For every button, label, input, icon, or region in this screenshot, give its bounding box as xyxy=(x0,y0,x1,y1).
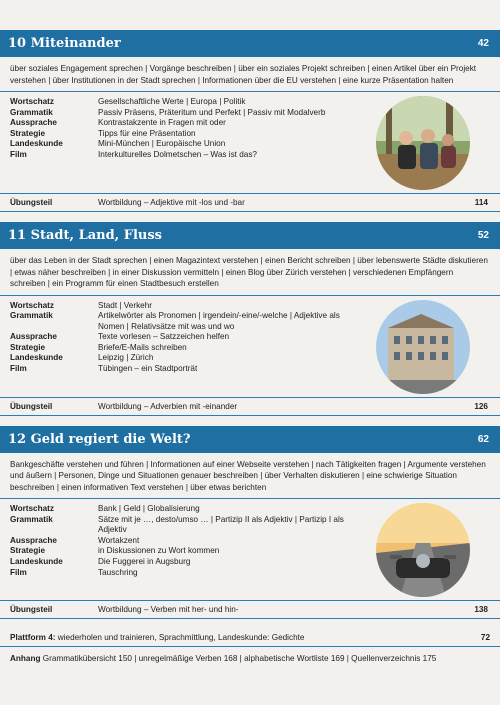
exercise-label: Übungsteil xyxy=(10,605,53,614)
row-label: Strategie xyxy=(10,546,46,556)
row-value: Tipps für eine Präsentation xyxy=(98,128,196,138)
row-label: Film xyxy=(10,149,27,159)
plattform-page: 72 xyxy=(480,633,490,642)
row-value: Tübingen – ein Stadtporträt xyxy=(98,364,198,374)
exercise-page: 126 xyxy=(474,401,488,411)
chapter-page-number: 52 xyxy=(477,230,489,241)
row-value: Mini-München | Europäische Union xyxy=(98,139,226,149)
row-label: Grammatik xyxy=(10,311,53,321)
row-label: Wortschatz xyxy=(10,300,54,310)
row-value: Wortakzent xyxy=(98,535,140,545)
row-label: Strategie xyxy=(10,128,46,138)
anhang-label: Anhang xyxy=(10,654,41,663)
anhang-entry xyxy=(0,647,500,665)
row-label: Grammatik xyxy=(10,107,53,117)
chapter-page-number: 42 xyxy=(477,38,489,49)
chapter-header xyxy=(0,222,500,249)
exercise-value: Wortbildung – Adjektive mit -los und -bar xyxy=(98,198,245,207)
row-label: Grammatik xyxy=(10,514,53,524)
chapter-title: 12 Geld regiert die Welt? xyxy=(8,431,191,447)
row-value: Sätze mit je …, desto/umso … | Partizip II als Adjektiv | Partizip I als Adjektiv xyxy=(98,514,344,535)
row-value: Tauschring xyxy=(98,567,138,577)
row-label: Landeskunde xyxy=(10,139,63,149)
chapter-details xyxy=(0,296,500,397)
row-label: Aussprache xyxy=(10,535,57,545)
row-value: Briefe/E-Mails schreiben xyxy=(98,342,187,352)
plattform-text: wiederholen und trainieren, Sprachmittlung, Landeskunde: Gedichte xyxy=(57,633,305,642)
row-value: Stadt | Verkehr xyxy=(98,300,153,310)
exercise-label: Übungsteil xyxy=(10,198,53,207)
row-label: Wortschatz xyxy=(10,97,54,106)
chapter-header xyxy=(0,426,500,453)
row-label: Landeskunde xyxy=(10,353,63,363)
photo-volunteers xyxy=(376,96,470,190)
exercise-page: 114 xyxy=(474,198,488,207)
row-label: Aussprache xyxy=(10,118,57,128)
row-value: Leipzig | Zürich xyxy=(98,353,154,363)
chapter-10 xyxy=(0,30,500,212)
row-label: Film xyxy=(10,567,27,577)
row-label: Aussprache xyxy=(10,332,57,342)
row-label: Landeskunde xyxy=(10,556,63,566)
exercise-page: 138 xyxy=(474,605,488,614)
exercise-section xyxy=(0,397,500,416)
row-value: Texte vorlesen – Satzzeichen helfen xyxy=(98,332,230,342)
row-label: Strategie xyxy=(10,342,46,352)
photo-motorcycle-road xyxy=(376,503,470,597)
chapter-title: 11 Stadt, Land, Fluss xyxy=(8,228,162,243)
chapter-12 xyxy=(0,426,500,620)
anhang-text: Grammatikübersicht 150 | unregelmäßige Verben 168 | alphabetische Wortliste 169 | Quellenverzeichnis 175 xyxy=(42,654,437,663)
row-value: Die Fuggerei in Augsburg xyxy=(98,556,191,566)
chapter-details xyxy=(0,499,500,600)
chapter-details xyxy=(0,92,500,193)
photo-city-building xyxy=(376,300,470,394)
chapter-goals: Bankgeschäfte verstehen und führen | Informationen auf einer Webseite verstehen | nach Tätigkeiten fragen | Argumente verstehen und äußern | Personen, Dinge und Situationen genauer beschreiben | über Verhalten diskutieren | eine schwierige Situation beschreiben | einen informativen Text verstehen | über etwas berichten xyxy=(0,453,500,500)
exercise-section xyxy=(0,193,500,212)
row-value: Interkulturelles Dolmetschen – Was ist das? xyxy=(98,149,257,159)
row-value: Passiv Präsens, Präteritum und Perfekt | Passiv mit Modalverb xyxy=(98,107,326,117)
row-value: Artikelwörter als Pronomen | irgendein/-eine/-welche | Adjektive als Nomen | Relativsätze mit was und wo xyxy=(98,311,340,331)
row-value: Gesellschaftliche Werte | Europa | Politik xyxy=(98,97,246,106)
chapter-page-number: 62 xyxy=(477,433,489,445)
row-label: Film xyxy=(10,364,27,374)
exercise-label: Übungsteil xyxy=(10,401,53,411)
row-label: Wortschatz xyxy=(10,504,54,513)
exercise-value: Wortbildung – Verben mit her- und hin- xyxy=(98,605,239,614)
row-value: Bank | Geld | Globalisierung xyxy=(98,504,200,513)
exercise-section xyxy=(0,600,500,619)
chapter-header xyxy=(0,30,500,57)
plattform-label: Plattform 4: xyxy=(10,633,56,642)
chapter-11 xyxy=(0,222,500,416)
row-value: in Diskussionen zu Wort kommen xyxy=(98,546,220,556)
row-value: Kontrastakzente in Fragen mit oder xyxy=(98,118,226,128)
plattform-entry xyxy=(0,629,500,647)
chapter-goals: über soziales Engagement sprechen | Vorgänge beschreiben | über ein soziales Projekt schreiben | einen Artikel über ein Projekt verstehen | über Institutionen in der Stadt sprechen | Informationen über die EU verstehen | eine kurze Präsentation halten xyxy=(0,57,500,92)
chapter-goals: über das Leben in der Stadt sprechen | einen Magazintext verstehen | einen Bericht schreiben | über lebenswerte Städte diskutieren | etwas näher beschreiben | in einer Diskussion vermitteln | einen Blog über Zürich verstehen | verschiedenen Empfängern schreiben | ein Programm für einen Stadtbesuch erstellen xyxy=(0,249,500,296)
table-of-contents xyxy=(0,30,500,665)
chapter-title: 10 Miteinander xyxy=(8,36,121,51)
exercise-value: Wortbildung – Adverbien mit -einander xyxy=(98,401,238,411)
